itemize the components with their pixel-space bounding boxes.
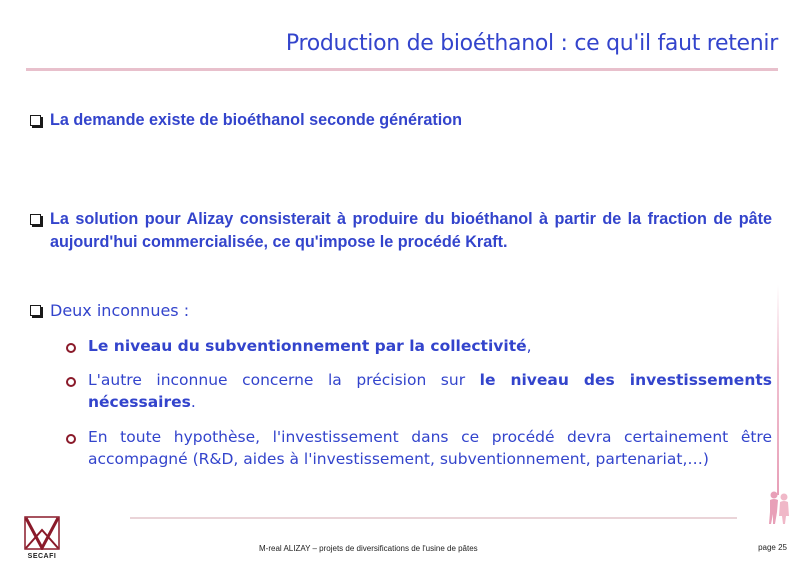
bullet-text: La demande existe de bioéthanol seconde génération xyxy=(50,111,462,129)
slide-title: Production de bioéthanol : ce qu'il faut retenir xyxy=(285,31,778,56)
ring-bullet-icon xyxy=(66,434,76,444)
page-number: page 25 xyxy=(758,543,787,552)
footer-caption: M-real ALIZAY – projets de diversifications de l'usine de pâtes xyxy=(259,544,478,553)
checkbox-bullet-icon xyxy=(30,214,41,225)
title-divider xyxy=(26,68,778,71)
logo-text: SECAFI xyxy=(27,553,57,560)
subbullet-rest: , xyxy=(526,337,532,355)
bullet-unknowns xyxy=(30,299,772,322)
secafi-logo xyxy=(24,516,60,560)
checkbox-bullet-icon xyxy=(30,115,41,126)
bullet-text: Deux inconnues : xyxy=(50,301,190,320)
ring-bullet-icon xyxy=(66,377,76,387)
subbullet-text xyxy=(88,335,772,357)
ring-bullet-icon xyxy=(66,343,76,353)
bullet-solution xyxy=(30,208,772,254)
subbullet-text: En toute hypothèse, l'investissement dans ce procédé devra certainement être accompagné (R&D, aides à l'investissement, subventionnement, partenariat,…) xyxy=(88,428,772,468)
subbullet-subsidy xyxy=(66,335,772,357)
subbullet-lead: L'autre inconnue concerne la précision sur xyxy=(88,371,480,389)
subbullet-text xyxy=(88,369,772,413)
logo-mark-icon xyxy=(24,516,60,550)
people-icon xyxy=(764,490,794,526)
subbullet-bold: le niveau des investissements nécessaires xyxy=(88,371,772,411)
subbullet-hypothesis xyxy=(66,426,772,470)
checkbox-bullet-icon xyxy=(30,305,41,316)
subbullet-rest: . xyxy=(190,393,196,411)
side-decoration xyxy=(777,285,779,495)
subbullet-bold: Le niveau du subventionnement par la collectivité xyxy=(88,337,527,355)
bullet-demand xyxy=(30,109,772,132)
bullet-text: La solution pour Alizay consisterait à produire du bioéthanol à partir de la fraction de pâte aujourd'hui commercialisée, ce qu'impose le procédé Kraft. xyxy=(50,210,772,251)
footer-divider xyxy=(130,517,737,519)
subbullet-investment xyxy=(66,369,772,413)
